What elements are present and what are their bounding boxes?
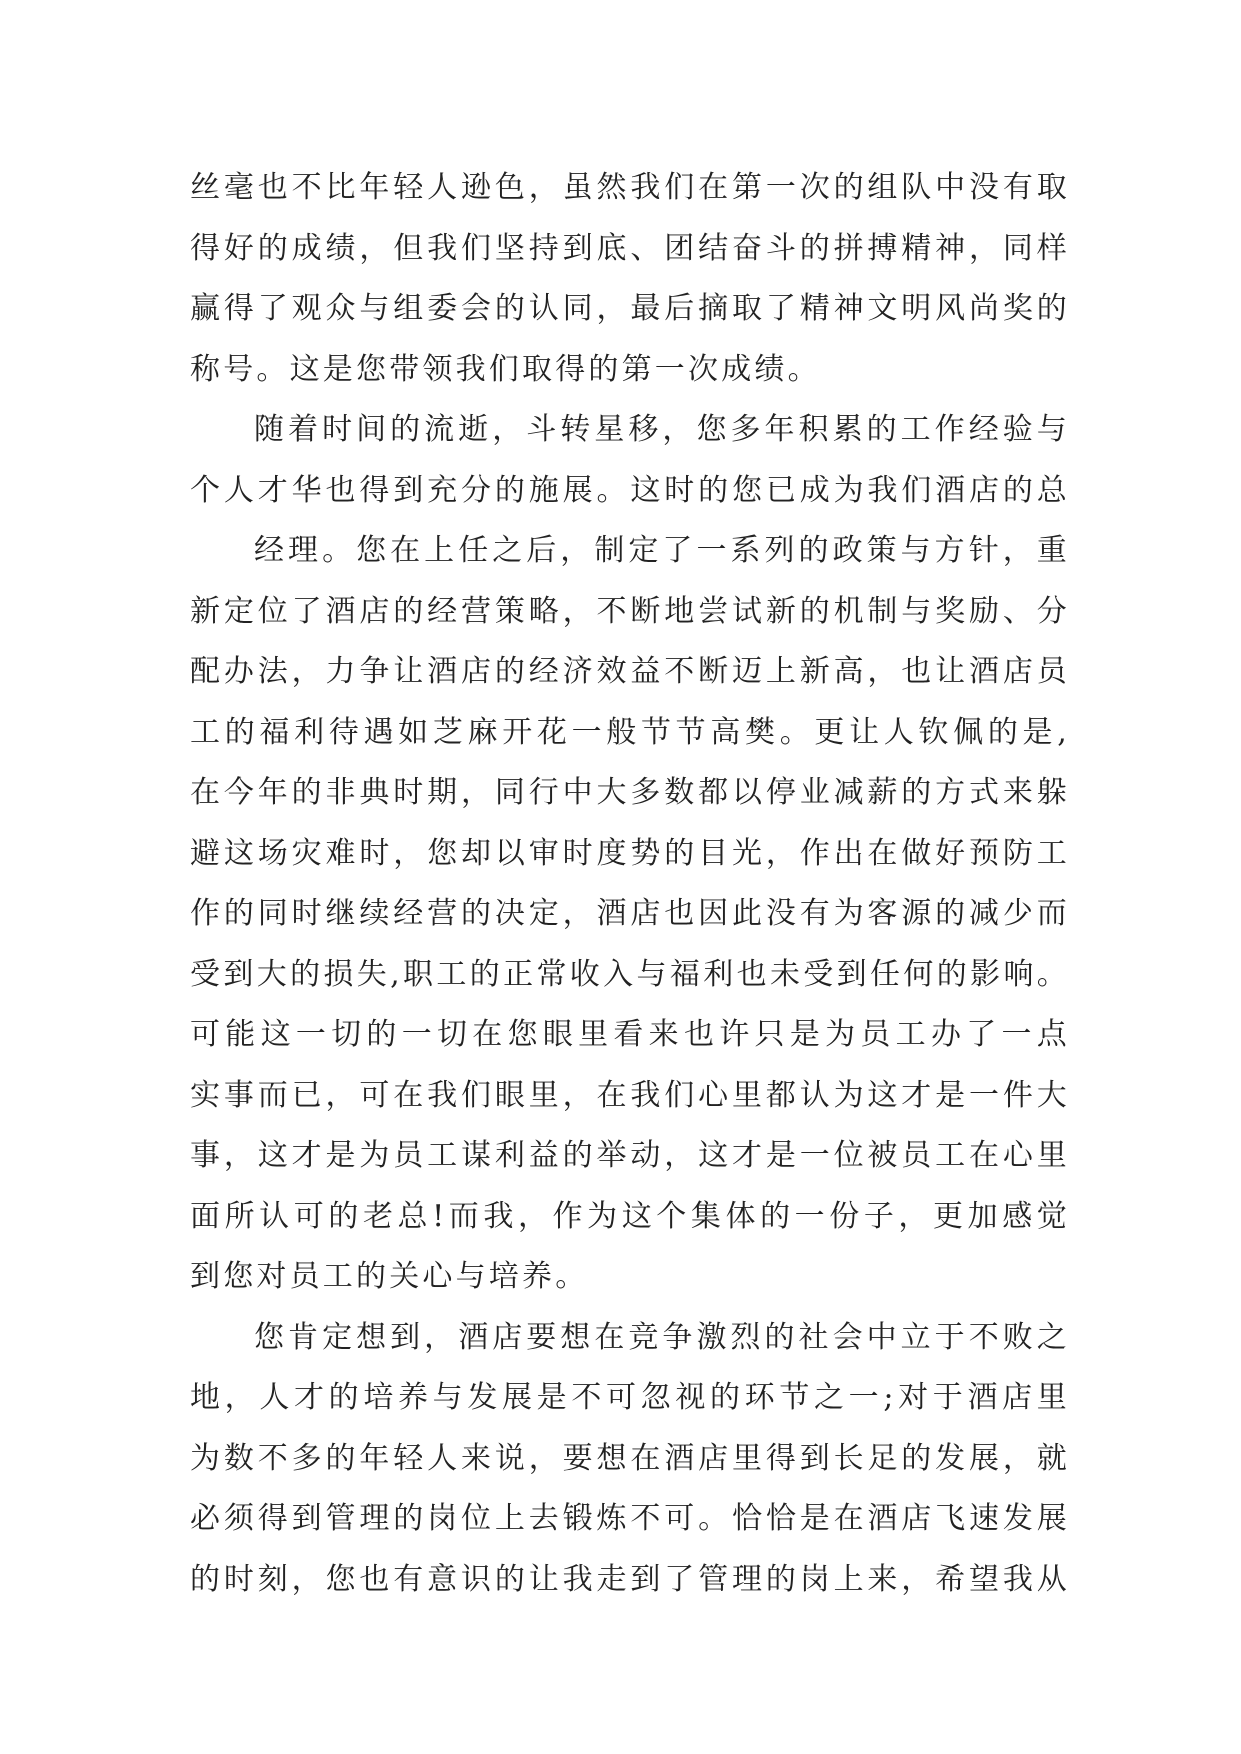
text-line: 到您对员工的关心与培养。 <box>190 1259 589 1294</box>
text-line: 新定位了酒店的经营策略，不断地尝试新的机制与奖励、分 <box>190 593 1070 629</box>
text-line: 赢得了观众与组委会的认同，最后摘取了精神文明风尚奖的 <box>190 291 1070 326</box>
text-line: 个人才华也得到充分的施展。这时的您已成为我们酒店的总 <box>190 472 1070 508</box>
text-line: 在今年的非典时期，同行中大多数都以停业减薪的方式来躲 <box>190 775 1070 810</box>
text-line: 事，这才是为员工谋利益的举动，这才是一位被员工在心里 <box>190 1138 1070 1173</box>
text-line: 必须得到管理的岗位上去锻炼不可。恰恰是在酒店飞速发展 <box>190 1501 1070 1536</box>
text-line: 为数不多的年轻人来说，要想在酒店里得到长足的发展，就 <box>190 1440 1070 1476</box>
text-line: 实事而已，可在我们眼里，在我们心里都认为这才是一件大 <box>190 1077 1070 1113</box>
text-line: 您肯定想到，酒店要想在竞争激烈的社会中立于不败之 <box>254 1319 1070 1355</box>
text-line: 可能这一切的一切在您眼里看来也许只是为员工办了一点 <box>190 1017 1070 1052</box>
text-line: 受到大的损失,职工的正常收入与福利也未受到任何的影响。 <box>190 956 1070 992</box>
text-line: 作的同时继续经营的决定，酒店也因此没有为客源的减少而 <box>190 896 1070 931</box>
text-line: 的时刻，您也有意识的让我走到了管理的岗上来，希望我从 <box>190 1561 1070 1597</box>
text-line: 得好的成绩，但我们坚持到底、团结奋斗的拼搏精神，同样 <box>190 230 1070 266</box>
text-line: 工的福利待遇如芝麻开花一般节节高樊。更让人钦佩的是, <box>190 714 1070 750</box>
text-line: 面所认可的老总!而我，作为这个集体的一份子，更加感觉 <box>190 1198 1070 1234</box>
text-line: 避这场灾难时，您却以审时度势的目光，作出在做好预防工 <box>190 835 1070 871</box>
body-text <box>190 158 1070 1610</box>
text-line: 地，人才的培养与发展是不可忽视的环节之一;对于酒店里 <box>190 1380 1070 1415</box>
text-line: 配办法，力争让酒店的经济效益不断迈上新高，也让酒店员 <box>190 654 1070 689</box>
text-line: 丝毫也不比年轻人逊色，虽然我们在第一次的组队中没有取 <box>190 170 1070 205</box>
text-line: 经理。您在上任之后，制定了一系列的政策与方针，重 <box>254 533 1070 568</box>
text-line: 称号。这是您带领我们取得的第一次成绩。 <box>190 351 821 387</box>
text-line: 随着时间的流逝，斗转星移，您多年积累的工作经验与 <box>254 412 1070 447</box>
